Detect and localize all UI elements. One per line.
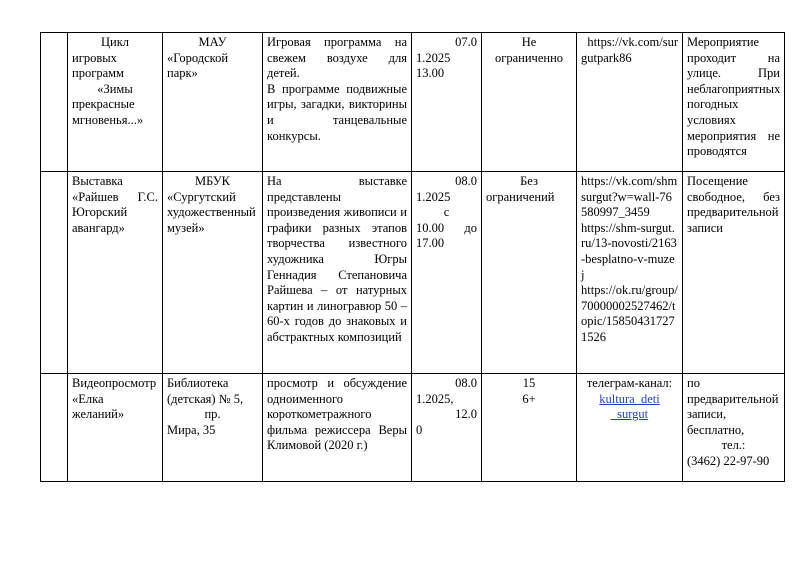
time-line: 10.00 до 17.00 [416, 220, 477, 251]
ok-link[interactable]: https://ok.ru/group/70000002527462/topic/158504317271526 [581, 283, 678, 344]
age-line: 6+ [522, 391, 536, 406]
description-paragraph: На выставке представлены произведения живописи и графики разных этапов творчества известного художника Югры Геннадия Степановича Райшева – от натурных картин и линогравюр 50 – 60-х годов до знаковых и абстрактных композиций [267, 174, 407, 344]
description-paragraph: Игровая программа на свежем воздухе для детей. [267, 35, 407, 81]
organizer-cell [163, 33, 263, 172]
organizer-line: МБУК [194, 174, 231, 188]
event-name-line: игровых [72, 50, 117, 65]
table-row [41, 33, 785, 172]
event-name-cell [68, 33, 163, 172]
events-table [40, 32, 785, 482]
date-time-cell [412, 33, 482, 172]
table-row [41, 374, 785, 482]
note-line: по предварительной записи, бесплатно, [687, 376, 779, 437]
link-cell [577, 33, 683, 172]
telegram-link-part[interactable]: _surgut [610, 407, 649, 422]
organizer-line: «Городской [167, 50, 229, 65]
age-cell [482, 172, 577, 374]
age-line: ограниченно [494, 50, 564, 65]
vk-link[interactable]: https://vk.com/shmsurgut?w=wall-76580997_3459 [581, 174, 678, 220]
organizer-line: «Сургутский художественный музей» [167, 189, 256, 235]
time-line: 13.00 [416, 66, 445, 81]
table-row [41, 172, 785, 374]
event-name-text: Видеопросмотр «Елка желаний» [72, 376, 157, 422]
organizer-line: МАУ [198, 35, 227, 49]
description-cell [263, 172, 412, 374]
link-line[interactable]: gutpark86 [581, 50, 632, 65]
event-name-line: мгновенья...» [72, 112, 144, 127]
organizer-line: Мира, 35 [167, 422, 216, 437]
note-cell [683, 33, 785, 172]
organizer-cell [163, 374, 263, 482]
description-cell [263, 374, 412, 482]
event-name-line: Цикл [100, 35, 130, 49]
date-line: 1.2025 [416, 189, 451, 204]
date-time-cell [412, 374, 482, 482]
event-name-line: программ [72, 66, 124, 81]
channel-label: телеграм-канал: [586, 376, 673, 390]
time-line: 0 [416, 422, 423, 437]
note-text: Мероприятие проходит на улице. При неблагоприятных погодных условиях мероприятия не проводятся [687, 35, 781, 159]
link-line[interactable]: https://vk.com/sur [587, 35, 678, 49]
link-cell [577, 374, 683, 482]
organizer-line: пр. [204, 407, 221, 422]
date-line: 07.0 [455, 35, 477, 49]
row-number-cell [41, 33, 68, 172]
age-cell [482, 374, 577, 482]
date-time-cell [412, 172, 482, 374]
phone-line: (3462) 22-97-90 [687, 453, 770, 468]
organizer-line: парк» [167, 66, 198, 81]
age-cell [482, 33, 577, 172]
date-line: 1.2025, [416, 391, 454, 406]
row-number-cell [41, 172, 68, 374]
organizer-line: Библиотека (детская) № 5, [167, 376, 244, 406]
event-name-text: Выставка «Райшев Г.С. Югорский авангард» [72, 174, 158, 235]
time-line: 12.0 [455, 407, 477, 422]
note-cell [683, 374, 785, 482]
row-number-cell [41, 374, 68, 482]
organizer-cell [163, 172, 263, 374]
link-cell [577, 172, 683, 374]
description-paragraph: просмотр и обсуждение одноименного короткометражного фильма режиссера Веры Климовой (2020 г.) [267, 376, 407, 453]
event-name-cell [68, 172, 163, 374]
age-line: ограничений [486, 189, 555, 204]
date-line: 08.0 [455, 174, 477, 188]
age-line: Не [521, 35, 537, 49]
description-cell [263, 33, 412, 172]
date-line: 08.0 [455, 376, 477, 390]
age-line: Без [520, 174, 538, 188]
website-link[interactable]: https://shm-surgut.ru/13-novosti/2163-besplatno-v-muzej [581, 220, 677, 282]
event-name-line: «Зимы [97, 81, 133, 96]
event-name-line: прекрасные [72, 97, 135, 112]
note-text: Посещение свободное, без предварительной записи [687, 174, 780, 235]
date-line: 1.2025 [416, 50, 451, 65]
note-cell [683, 172, 785, 374]
telegram-link[interactable] [581, 392, 678, 423]
time-line: с [443, 205, 450, 220]
age-line: 15 [522, 376, 536, 390]
note-line: тел.: [721, 438, 746, 453]
event-name-cell [68, 374, 163, 482]
description-paragraph: В программе подвижные игры, загадки, викторины и танцевальные конкурсы. [267, 81, 407, 143]
telegram-link-part[interactable]: kultura_deti [599, 391, 660, 406]
